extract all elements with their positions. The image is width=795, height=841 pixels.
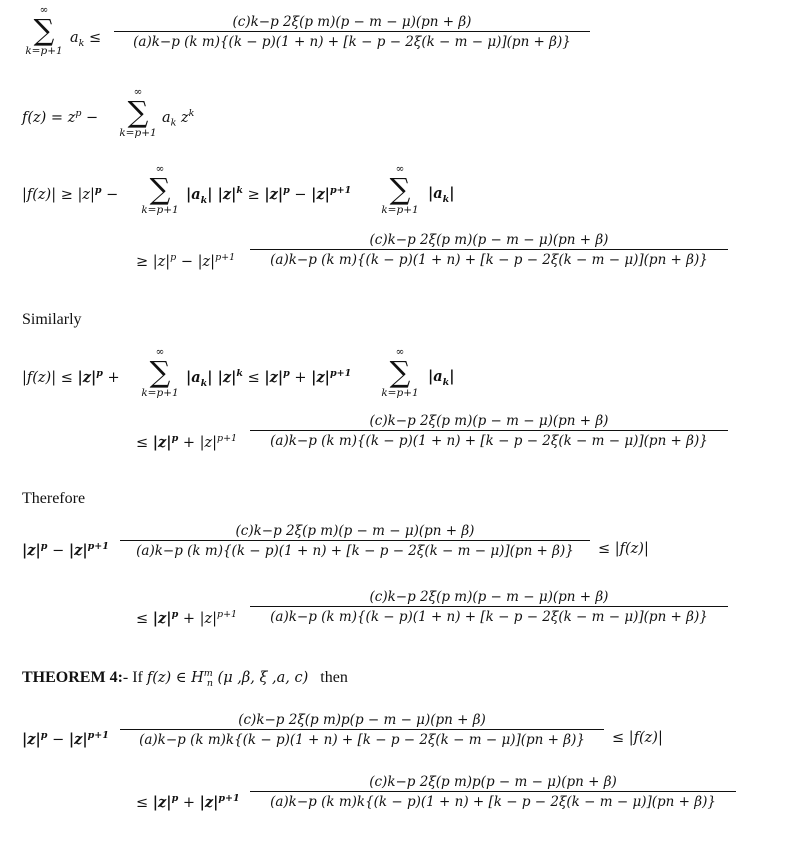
eq2-lhs: $f(z) = z^p$ −	[22, 108, 99, 126]
eq1-fraction	[114, 14, 590, 50]
theorem-statement: THEOREM 4:- If f(z) ∈ $H^m_n$ (μ ,β, ξ ,a, c) then	[22, 668, 348, 689]
summation-symbol: ∞ ∑ k=p+1	[119, 86, 157, 139]
eq3-ak: $|a_k|$	[428, 185, 455, 205]
sum-upper-limit: ∞	[39, 4, 49, 16]
eq3-line1-rest: $|a_k|$ $|z|^k \ge |z|^p - |z|^{p+1}$	[186, 185, 352, 206]
eq6-line1-prefix: $|z|^p - |z|^{p+1}$	[22, 730, 109, 748]
eq4-line1-rest: $|a_k|$ $|z|^k \le |z|^p + |z|^{p+1}$	[186, 368, 352, 389]
eq5-line1-prefix: $|z|^p - |z|^{p+1}$	[22, 541, 109, 559]
summation-symbol	[24, 4, 64, 57]
theorem-label: THEOREM 4:	[22, 668, 123, 686]
eq3-line2-prefix: ≥ $|z|^p - |z|^{p+1}$	[136, 252, 236, 270]
summation-symbol: ∞ ∑ k=p+1	[381, 163, 419, 216]
eq6-fraction-2: (c)k−p 2ξ(p m)p(p − m − μ)(pn + β) (a)k−p (k m)k{(k − p)(1 + n) + [k − p − 2ξ(k − m − μ)](pn + β)}	[250, 774, 736, 810]
sigma-glyph: ∑	[33, 13, 55, 47]
summation-symbol: ∞ ∑ k=p+1	[141, 346, 179, 399]
prose-similarly: Similarly	[22, 311, 82, 328]
fraction-denominator: (a)k−p (k m){(k − p)(1 + n) + [k − p − 2ξ(k − m − μ)](pn + β)}	[133, 34, 571, 50]
eq4-line2-prefix: ≤ $|z|^p + |z|^{p+1}$	[136, 433, 238, 451]
eq6-le-fz: ≤ |f(z)|	[612, 730, 663, 746]
eq6-line2-prefix: ≤ $|z|^p + |z|^{p+1}$	[136, 793, 240, 811]
eq3-fraction: (c)k−p 2ξ(p m)(p − m − μ)(pn + β) (a)k−p (k m){(k − p)(1 + n) + [k − p − 2ξ(k − m − μ)](pn + β)}	[250, 232, 728, 268]
eq4-line1: $|f(z)| \le |z|^p$ +	[22, 368, 120, 386]
eq2-term: $a_k$ $z^k$	[162, 108, 195, 129]
prose-therefore: Therefore	[22, 490, 86, 507]
eq3-line1: $|f(z)| \ge |z|^p$ −	[22, 185, 119, 203]
sum-lower-limit: k=p+1	[25, 45, 63, 57]
eq5-line2-prefix: ≤ $|z|^p + |z|^{p+1}$	[136, 609, 238, 627]
summation-symbol: ∞ ∑ k=p+1	[141, 163, 179, 216]
eq5-fraction-2: (c)k−p 2ξ(p m)(p − m − μ)(pn + β) (a)k−p (k m){(k − p)(1 + n) + [k − p − 2ξ(k − m − μ)](pn + β)}	[250, 589, 728, 625]
eq1-lhs: $a_k$ ≤	[70, 30, 102, 49]
eq4-fraction: (c)k−p 2ξ(p m)(p − m − μ)(pn + β) (a)k−p (k m){(k − p)(1 + n) + [k − p − 2ξ(k − m − μ)](pn + β)}	[250, 413, 728, 449]
eq5-fraction-1: (c)k−p 2ξ(p m)(p − m − μ)(pn + β) (a)k−p (k m){(k − p)(1 + n) + [k − p − 2ξ(k − m − μ)](pn + β)}	[120, 523, 590, 559]
eq6-fraction-1: (c)k−p 2ξ(p m)p(p − m − μ)(pn + β) (a)k−p (k m)k{(k − p)(1 + n) + [k − p − 2ξ(k − m − μ)](pn + β)}	[120, 712, 604, 748]
eq5-le-fz: ≤ |f(z)|	[598, 541, 649, 557]
eq4-ak: $|a_k|$	[428, 368, 455, 388]
summation-symbol: ∞ ∑ k=p+1	[381, 346, 419, 399]
fraction-numerator: (c)k−p 2ξ(p m)(p − m − μ)(pn + β)	[114, 14, 590, 32]
